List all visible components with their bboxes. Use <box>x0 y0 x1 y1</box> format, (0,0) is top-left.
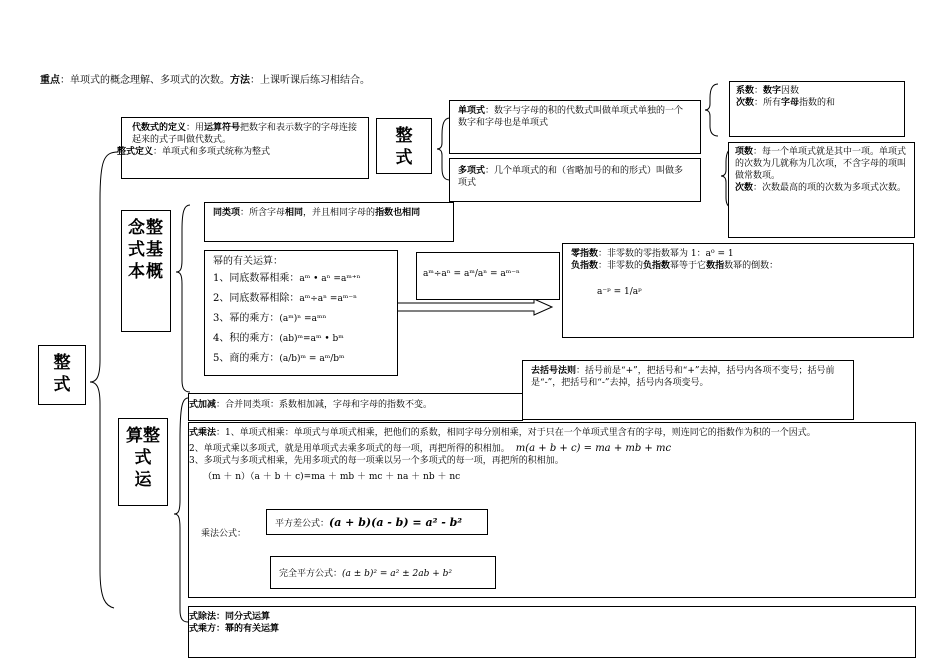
coef-label: 系数 <box>736 86 755 96</box>
add-label: 式加减 <box>189 400 217 410</box>
perfect-square-formula: (a ± b)² = a² ± 2ab + b² <box>342 569 453 579</box>
power-formula-5: (a/b)ᵐ = aᵐ/bᵐ <box>279 354 345 364</box>
neg-bold-1: 负指数 <box>643 261 671 271</box>
method-text: ：上课听课后练习相结合。 <box>250 75 370 86</box>
degree-label: 次数 <box>736 98 755 108</box>
brackets-text: ：括号前是“+”，把括号和“+”去掉，括号内各项不变号；括号前是“-”，把括号和“-”去掉，括号内各项变号。 <box>531 366 835 388</box>
power-formula-3: (aᵐ)ⁿ =aᵐⁿ <box>279 314 327 324</box>
brackets-label: 去括号法则 <box>531 366 577 376</box>
pow-label: 式乘方 <box>189 624 217 634</box>
mul-text-2: 2、单项式乘以多项式，就是用单项式去乘多项式的每一项，再把所得的积相加。 <box>189 444 510 454</box>
neg-formula: a⁻ᵖ = 1/aᵖ <box>597 287 642 297</box>
key-text: ：单项式的概念理解、多项式的次数。 <box>60 75 230 86</box>
division-formula-box <box>416 252 560 300</box>
power-formula-2: aᵐ÷aⁿ =aᵐ⁻ⁿ <box>299 294 357 304</box>
method-label: 方法 <box>230 75 250 86</box>
polynomial-box <box>449 158 701 202</box>
add-text: ：合并同类项：系数相加减，字母和字母的指数不变。 <box>216 400 433 410</box>
add-box <box>188 393 523 421</box>
mul-text-3: 3、多项式与多项式相乘，先用多项式的每一项乘以另一个多项式的每一项，再把所的积相加。 <box>189 456 564 466</box>
power-rule-5: 5、商的乘方： <box>213 353 280 364</box>
terms-box <box>728 142 915 238</box>
coef-text-2: 因数 <box>781 86 800 96</box>
exponents-box <box>562 243 914 338</box>
power-rule-1: 1、同底数幂相乘： <box>213 273 300 284</box>
zero-label: 零指数 <box>571 249 599 259</box>
square-diff-label: 平方差公式： <box>275 519 330 529</box>
power-rule-2: 2、同底数幂相除： <box>213 293 300 304</box>
definition-label: 代数式的定义 <box>132 123 187 133</box>
monomial-label: 单项式 <box>458 106 486 116</box>
terms-label: 项数 <box>735 147 754 157</box>
key-label: 重点 <box>40 75 60 86</box>
poly-degree-text: ：次数最高的项的次数为多项式次数。 <box>753 183 907 193</box>
concept-title: 念整 式基 本概 <box>121 210 171 332</box>
power-formula-1: aᵐ • aⁿ =aᵐ⁺ⁿ <box>299 274 361 284</box>
mul-formula-2: m(a + b + c) = ma + mb + mc <box>515 443 672 454</box>
degree-bold: 字母 <box>781 98 800 108</box>
coefficient-box <box>729 81 905 137</box>
perfect-square-label: 完全平方公式： <box>279 569 343 579</box>
polynomial-text: ：几个单项式的和（省略加号的和的形式）叫做多项式 <box>458 166 684 188</box>
operations-title: 算整 式 运 <box>118 418 168 506</box>
polynomial-label: 多项式 <box>458 166 486 176</box>
div-label: 式除法 <box>189 612 217 622</box>
header-line <box>40 71 370 86</box>
degree-text-1: ：所有 <box>754 98 782 108</box>
definition-text-2: 把数字和表示数字的字母连接起来的式子叫做代数式。 <box>132 123 358 145</box>
like-terms-text-1: ：所含字母 <box>240 208 286 218</box>
zhengshi-definition <box>117 146 270 158</box>
coef-text-1: ： <box>754 86 764 96</box>
neg-text-1: ：非零数的 <box>598 261 644 271</box>
poly-degree-label: 次数 <box>735 183 754 193</box>
like-terms-box <box>204 202 454 242</box>
definition-text-1: ：用 <box>186 123 205 133</box>
like-terms-text-2: ，并且相同字母的 <box>303 208 376 218</box>
terms-text: ：每一个单项式就是其中一项。单项式的次数为几就称为几次项，不含字母的项叫做常数项。 <box>735 147 907 181</box>
power-title: 幂的有关运算： <box>213 256 283 267</box>
coef-bold: 数字 <box>763 86 782 96</box>
neg-label: 负指数 <box>571 261 599 271</box>
brackets-box <box>522 360 854 420</box>
div-text: ：同分式运算 <box>216 612 271 622</box>
degree-text-2: 指数的和 <box>799 98 836 108</box>
like-terms-bold-2: 指数也相同 <box>375 208 421 218</box>
square-diff-box <box>266 509 488 535</box>
zhengshi-label: 整式定义 <box>117 147 154 157</box>
power-rule-3: 3、幂的乘方： <box>213 313 280 324</box>
square-diff-formula: (a + b)(a - b) = a² - b² <box>329 516 463 529</box>
neg-text-2: 幂等于它 <box>670 261 707 271</box>
power-formula-4: (ab)ᵐ=aᵐ • bᵐ <box>279 334 344 344</box>
like-terms-bold-1: 相同 <box>285 208 304 218</box>
monomial-text: ：数字与字母的积的代数式叫做单项式单独的一个数字和字母也是单项式 <box>458 106 684 128</box>
mul-text-1: ：1、单项式相乘：单项式与单项式相乘，把他们的系数，相同字母分别相乘，对于只在一个单项式里含有的字母，则连同它的指数作为积的一个因式。 <box>216 428 816 438</box>
zhengshi-node-title: 整 式 <box>376 118 432 174</box>
neg-bold-2: 数指 <box>706 261 725 271</box>
mul-label: 式乘法 <box>189 428 217 438</box>
mul-formula-3: （m ＋ n）（a ＋ b ＋ c)=ma ＋ mb ＋ mc ＋ na ＋ nb ＋ nc <box>203 472 461 482</box>
perfect-square-box <box>270 556 496 589</box>
pow-text: ：幂的有关运算 <box>216 624 280 634</box>
root-title: 整 式 <box>38 345 86 405</box>
like-terms-label: 同类项 <box>213 208 241 218</box>
division-formula: aᵐ÷aⁿ = aᵐ/aⁿ = aᵐ⁻ⁿ <box>423 269 520 279</box>
division-power-box <box>188 606 916 658</box>
zero-text: ：非零数的零指数幂为 1：a⁰ = 1 <box>598 249 734 259</box>
neg-text-3: 数幂的倒数： <box>724 261 779 271</box>
zhengshi-text: ：单项式和多项式统称为整式 <box>153 147 271 157</box>
monomial-box <box>449 100 701 154</box>
power-rule-4: 4、积的乘方： <box>213 333 280 344</box>
power-rules-box <box>204 250 398 376</box>
definition-bold: 运算符号 <box>204 123 241 133</box>
formulas-label: 乘法公式： <box>201 529 247 539</box>
